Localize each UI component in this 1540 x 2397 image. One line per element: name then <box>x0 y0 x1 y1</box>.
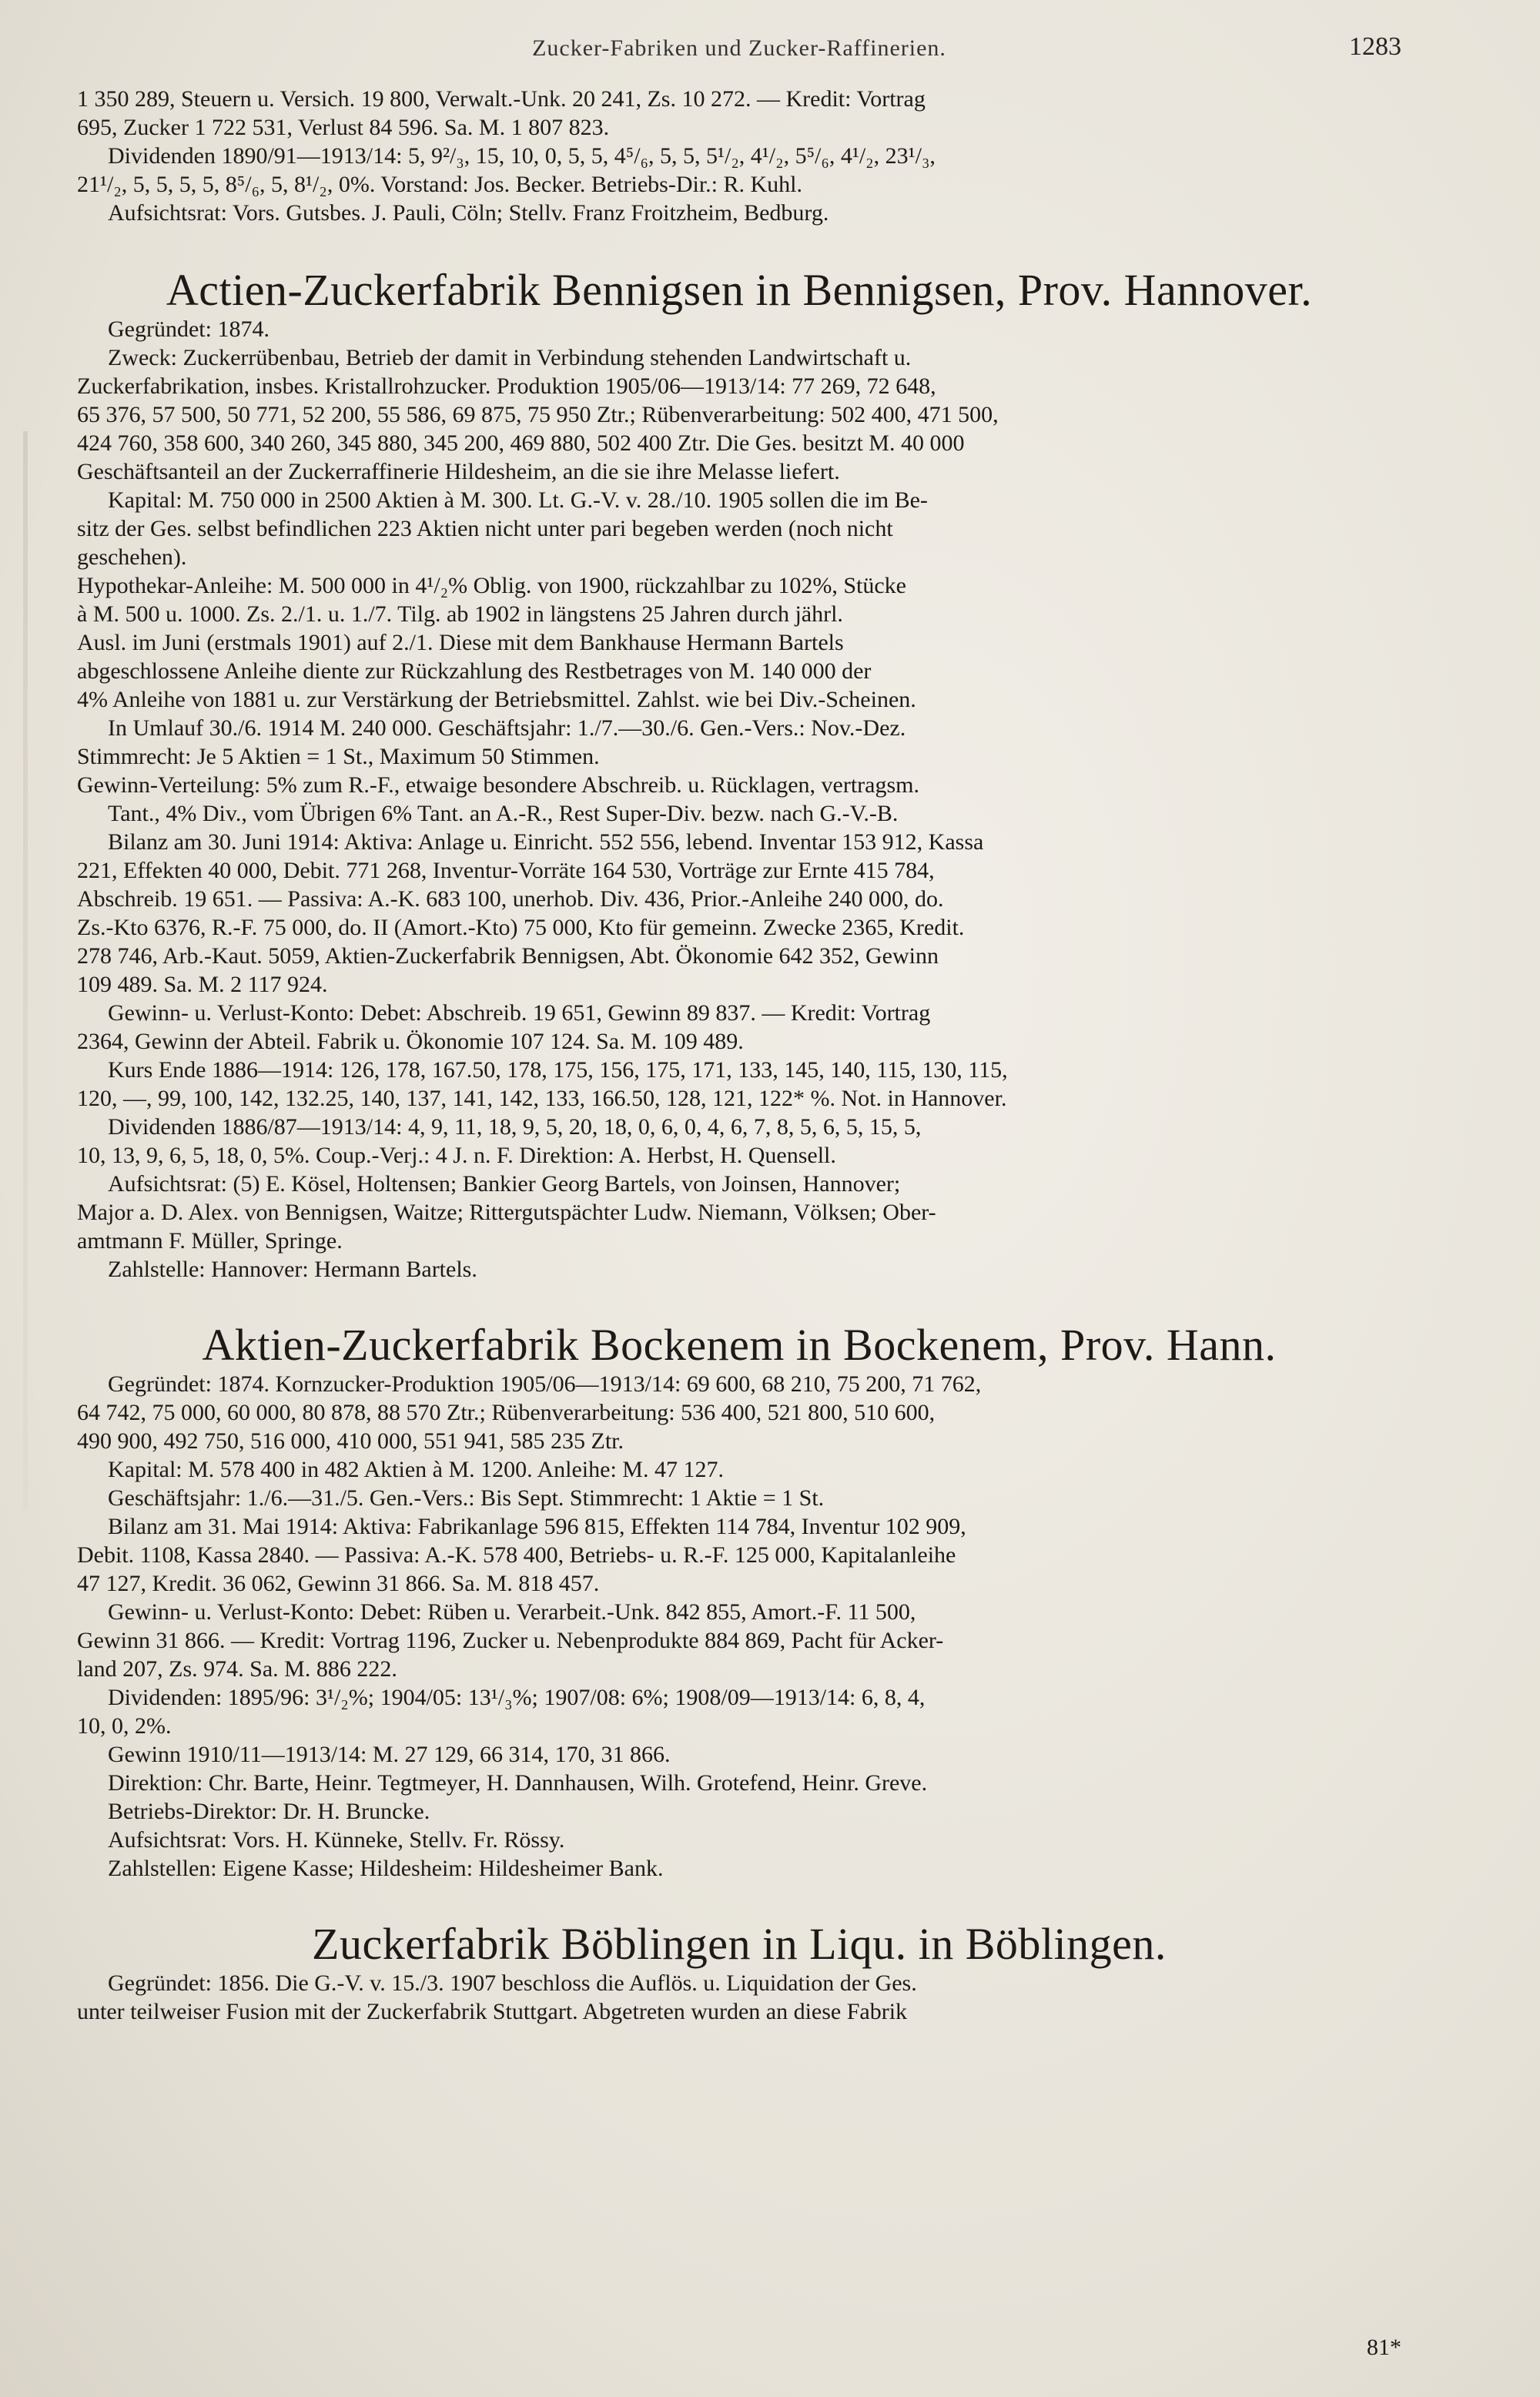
text-line: Gegründet: 1874. Kornzucker-Produktion 1905/06—1913/14: 69 600, 68 210, 75 200, 71 762, <box>108 1371 982 1397</box>
text-line: Kapital: M. 750 000 in 2500 Aktien à M. 300. Lt. G.-V. v. 28./10. 1905 sollen die im Be- <box>108 487 928 513</box>
text-line: Bilanz am 31. Mai 1914: Aktiva: Fabrikanlage 596 815, Effekten 114 784, Inventur 102 909, <box>108 1514 966 1539</box>
entry-bennigsen <box>77 266 1401 1284</box>
text-line: Betriebs-Direktor: Dr. H. Bruncke. <box>108 1799 430 1824</box>
signature-mark: 81* <box>1367 2335 1401 2360</box>
text-line: Aufsichtsrat: Vors. H. Künneke, Stellv. Fr. Rössy. <box>108 1827 565 1853</box>
text-line: Debit. 1108, Kassa 2840. — Passiva: A.-K. 578 400, Betriebs- u. R.-F. 125 000, Kapitalanleihe <box>77 1542 956 1568</box>
text-line: Gegründet: 1856. Die G.-V. v. 15./3. 1907 beschloss die Auflös. u. Liquidation der Ges. <box>108 1970 917 1996</box>
text-line: Gewinn 31 866. — Kredit: Vortrag 1196, Zucker u. Nebenprodukte 884 869, Pacht für Acker- <box>77 1628 944 1653</box>
text-line: Aufsichtsrat: Vors. Gutsbes. J. Pauli, Cöln; Stellv. Franz Froitzheim, Bedburg. <box>108 200 829 226</box>
entry-bockenem <box>77 1321 1401 1883</box>
page-header <box>77 31 1401 85</box>
text-line: 10, 0, 2%. <box>77 1713 172 1739</box>
text-line: Dividenden: 1895/96: 3¹/₂%; 1904/05: 13¹/₃%; 1907/08: 6%; 1908/09—1913/14: 6, 8, 4, <box>108 1685 926 1710</box>
text-line: Bilanz am 30. Juni 1914: Aktiva: Anlage u. Einricht. 552 556, lebend. Inventar 153 912, Kassa <box>108 829 984 855</box>
text-line: 1 350 289, Steuern u. Versich. 19 800, Verwalt.-Unk. 20 241, Zs. 10 272. — Kredit: Vortrag <box>77 86 926 112</box>
text-line: Tant., 4% Div., vom Übrigen 6% Tant. an A.-R., Rest Super-Div. bezw. nach G.-V.-B. <box>108 801 899 826</box>
company-heading: Actien-Zuckerfabrik Bennigsen in Bennigsen, Prov. Hannover. <box>166 265 1313 315</box>
text-line: Geschäftsjahr: 1./6.—31./5. Gen.-Vers.: Bis Sept. Stimmrecht: 1 Aktie = 1 St. <box>108 1485 825 1511</box>
text-line: Abschreib. 19 651. — Passiva: A.-K. 683 100, unerhob. Div. 436, Prior.-Anleihe 240 000, do. <box>77 886 944 912</box>
text-line: Dividenden 1890/91—1913/14: 5, 9²/₃, 15, 10, 0, 5, 5, 4⁵/₆, 5, 5, 5¹/₂, 4¹/₂, 5⁵/₆, 4¹/₂, 23¹/₃, <box>108 143 936 169</box>
text-line: Hypothekar-Anleihe: M. 500 000 in 4¹/₂% Oblig. von 1900, rückzahlbar zu 102%, Stücke <box>77 573 906 598</box>
text-line: amtmann F. Müller, Springe. <box>77 1228 343 1254</box>
text-line: land 207, Zs. 974. Sa. M. 886 222. <box>77 1656 397 1682</box>
page-number: 1283 <box>1349 32 1401 61</box>
entry-continuation <box>77 85 1401 227</box>
text-line: 424 760, 358 600, 340 260, 345 880, 345 200, 469 880, 502 400 Ztr. Die Ges. besitzt M. 40 000 <box>77 430 965 456</box>
text-line: Geschäftsanteil an der Zuckerraffinerie Hildesheim, an die sie ihre Melasse liefert. <box>77 459 840 484</box>
running-title: Zucker-Fabriken und Zucker-Raffinerien. <box>532 35 946 61</box>
binding-shadow <box>23 431 28 1509</box>
text-line: Gewinn 1910/11—1913/14: M. 27 129, 66 314, 170, 31 866. <box>108 1742 671 1767</box>
text-line: 278 746, Arb.-Kaut. 5059, Aktien-Zuckerfabrik Bennigsen, Abt. Ökonomie 642 352, Gewinn <box>77 943 939 969</box>
text-line: 21¹/₂, 5, 5, 5, 5, 8⁵/₆, 5, 8¹/₂, 0%. Vorstand: Jos. Becker. Betriebs-Dir.: R. Kuhl. <box>77 172 803 197</box>
text-line: 490 900, 492 750, 516 000, 410 000, 551 941, 585 235 Ztr. <box>77 1428 624 1454</box>
company-heading: Zuckerfabrik Böblingen in Liqu. in Böblingen. <box>312 1919 1167 1969</box>
text-line: geschehen). <box>77 544 187 570</box>
text-line: Zahlstelle: Hannover: Hermann Bartels. <box>108 1257 477 1282</box>
text-line: Zs.-Kto 6376, R.-F. 75 000, do. II (Amort.-Kto) 75 000, Kto für gemeinn. Zwecke 2365, Kredit. <box>77 915 965 940</box>
text-line: Zweck: Zuckerrübenbau, Betrieb der damit in Verbindung stehenden Landwirtschaft u. <box>108 345 912 370</box>
company-heading: Aktien-Zuckerfabrik Bockenem in Bockenem, Prov. Hann. <box>202 1320 1277 1370</box>
text-line: Kapital: M. 578 400 in 482 Aktien à M. 1200. Anleihe: M. 47 127. <box>108 1457 724 1482</box>
text-line: Zuckerfabrikation, insbes. Kristallrohzucker. Produktion 1905/06—1913/14: 77 269, 72 648, <box>77 373 936 399</box>
text-line: Dividenden 1886/87—1913/14: 4, 9, 11, 18, 9, 5, 20, 18, 0, 6, 0, 4, 6, 7, 8, 5, 6, 5, 15, 5, <box>108 1114 922 1140</box>
entry-boeblingen <box>77 1920 1401 2026</box>
text-line: 109 489. Sa. M. 2 117 924. <box>77 972 328 997</box>
text-line: sitz der Ges. selbst befindlichen 223 Aktien nicht unter pari begeben werden (noch nicht <box>77 516 893 541</box>
text-line: 120, —, 99, 100, 142, 132.25, 140, 137, 141, 142, 133, 166.50, 128, 121, 122* %. Not. in Hannover. <box>77 1086 1007 1111</box>
text-line: 695, Zucker 1 722 531, Verlust 84 596. Sa. M. 1 807 823. <box>77 115 610 140</box>
text-line: In Umlauf 30./6. 1914 M. 240 000. Geschäftsjahr: 1./7.—30./6. Gen.-Vers.: Nov.-Dez. <box>108 715 906 741</box>
text-line: Major a. D. Alex. von Bennigsen, Waitze; Rittergutspächter Ludw. Niemann, Völksen; Ober- <box>77 1200 936 1225</box>
text-line: Ausl. im Juni (erstmals 1901) auf 2./1. Diese mit dem Bankhause Hermann Bartels <box>77 630 844 655</box>
text-line: Kurs Ende 1886—1914: 126, 178, 167.50, 178, 175, 156, 175, 171, 133, 145, 140, 115, 130, 115, <box>108 1057 1008 1083</box>
text-line: 2364, Gewinn der Abteil. Fabrik u. Ökonomie 107 124. Sa. M. 109 489. <box>77 1029 744 1054</box>
text-line: unter teilweiser Fusion mit der Zuckerfabrik Stuttgart. Abgetreten wurden an diese Fabrik <box>77 1999 908 2024</box>
text-line: 64 742, 75 000, 60 000, 80 878, 88 570 Ztr.; Rübenverarbeitung: 536 400, 521 800, 510 600, <box>77 1400 936 1425</box>
text-line: Stimmrecht: Je 5 Aktien = 1 St., Maximum 50 Stimmen. <box>77 744 600 769</box>
text-line: Zahlstellen: Eigene Kasse; Hildesheim: Hildesheimer Bank. <box>108 1856 664 1881</box>
text-line: 65 376, 57 500, 50 771, 52 200, 55 586, 69 875, 75 950 Ztr.; Rübenverarbeitung: 502 400, 471 500, <box>77 402 999 427</box>
text-line: Aufsichtsrat: (5) E. Kösel, Holtensen; Bankier Georg Bartels, von Joinsen, Hannover; <box>108 1171 901 1197</box>
text-line: 221, Effekten 40 000, Debit. 771 268, Inventur-Vorräte 164 530, Vorträge zur Ernte 415 784, <box>77 858 935 883</box>
text-line: à M. 500 u. 1000. Zs. 2./1. u. 1./7. Tilg. ab 1902 in längstens 25 Jahren durch jährl. <box>77 601 843 627</box>
text-line: 47 127, Kredit. 36 062, Gewinn 31 866. Sa. M. 818 457. <box>77 1571 600 1596</box>
text-line: Direktion: Chr. Barte, Heinr. Tegtmeyer, H. Dannhausen, Wilh. Grotefend, Heinr. Greve. <box>108 1770 928 1796</box>
text-line: abgeschlossene Anleihe diente zur Rückzahlung des Restbetrages von M. 140 000 der <box>77 658 872 684</box>
text-line: Gegründet: 1874. <box>108 316 270 342</box>
text-line: Gewinn-Verteilung: 5% zum R.-F., etwaige besondere Abschreib. u. Rücklagen, vertragsm. <box>77 772 919 798</box>
text-line: 10, 13, 9, 6, 5, 18, 0, 5%. Coup.-Verj.: 4 J. n. F. Direktion: A. Herbst, H. Quensell. <box>77 1143 836 1168</box>
text-line: Gewinn- u. Verlust-Konto: Debet: Abschreib. 19 651, Gewinn 89 837. — Kredit: Vortrag <box>108 1000 931 1026</box>
text-line: 4% Anleihe von 1881 u. zur Verstärkung der Betriebsmittel. Zahlst. wie bei Div.-Scheinen. <box>77 687 916 712</box>
text-line: Gewinn- u. Verlust-Konto: Debet: Rüben u. Verarbeit.-Unk. 842 855, Amort.-F. 11 500, <box>108 1599 916 1625</box>
